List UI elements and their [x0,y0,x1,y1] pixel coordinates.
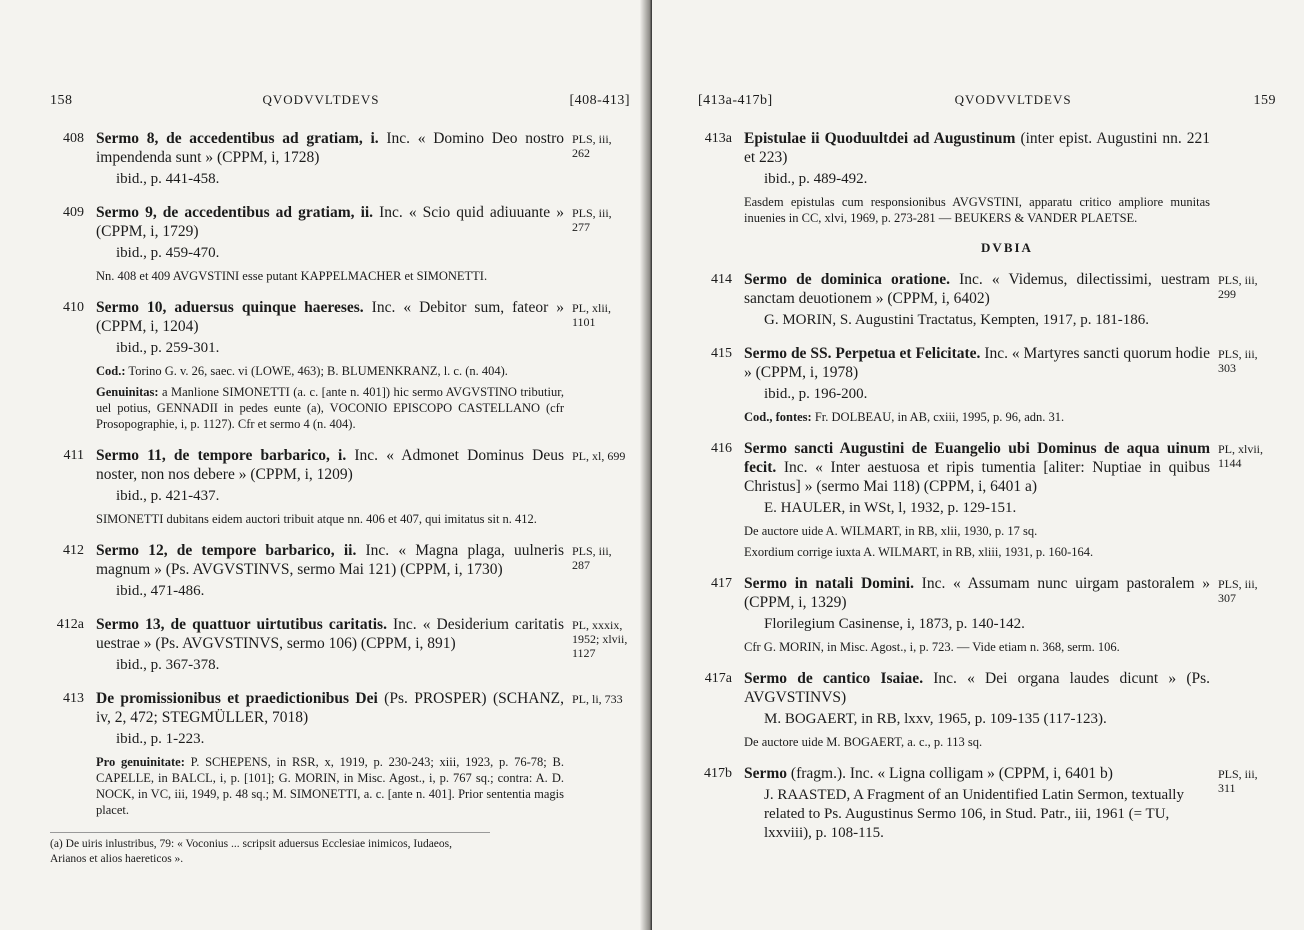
entry-incipit: Inc. « Martyres sancti quorum hodie » (CPPM, i, 1978) [744,345,1210,381]
entry-incipit: Inc. « Magna plaga, uulneris magnum » (Ps. AVGVSTINVS, sermo Mai 121) (CPPM, i, 1730) [96,542,564,578]
entry-incipit: (Ps. PROSPER) (SCHANZ, iv, 2, 472; STEGMÜLLER, 7018) [96,690,564,726]
entry-heading: De promissionibus et praedictionibus Dei [96,690,378,707]
entry-main [96,541,564,579]
entry-body [96,129,564,189]
entry-number: 413 [63,691,84,706]
entry-reference: ibid., 471-486. [116,583,205,599]
entry [698,270,1276,330]
entry [698,129,1276,226]
entry-source: PLS, iii, 262 [572,132,612,160]
entry-body [744,669,1210,750]
entry-source: PL, li, 733 [572,692,623,706]
note-text: Torino G. v. 26, saec. vi (LOWE, 463); B. BLUMENKRANZ, l. c. (n. 404). [125,364,508,378]
entry [698,764,1276,843]
entry-note [744,194,1210,226]
entry-body [744,764,1210,843]
entry-heading: Sermo 11, de tempore barbarico, i. [96,447,347,464]
entry-body [96,689,564,818]
entry-body [744,270,1210,330]
right-running-head [698,92,1276,109]
entry-source: PLS, iii, 299 [1218,273,1258,301]
right-range: [413a-417b] [698,93,773,108]
entry-heading: Sermo sancti Augustini de Euangelio ubi Dominus de aqua uinum fecit. [744,440,1210,476]
entry-reference: ibid., p. 196-200. [764,386,868,402]
note-text: a Manlione SIMONETTI (a. c. [ante n. 401]) hic sermo AVGVSTINO tributiur, uel potius, GENNADII in pedes eunte (a), VOCONIO EPISCOPO CASTELLANO (cfr Prosopographie, i, p. 1127). Cfr et sermo 4 (n. 404). [96,385,564,431]
entry-reference: ibid., p. 1-223. [116,731,205,747]
entry-incipit: Inc. « Desiderium caritatis uestrae » (Ps. AVGVSTINVS, sermo 106) (CPPM, i, 891) [96,616,564,652]
entry-reference: Florilegium Casinense, i, 1873, p. 140-142. [764,616,1025,632]
entry-source: PL, xxxix, 1952; xlvii, 1127 [572,618,628,660]
entry-incipit: Inc. « Admonet Dominus Deus noster, non nos debere » (CPPM, i, 1209) [96,447,564,483]
entry-main [96,203,564,241]
right-header-title: QVODVVLTDEVS [954,92,1072,107]
entry-heading: Sermo 13, de quattuor uirtutibus caritatis. [96,616,387,633]
entry-number: 414 [711,272,732,287]
entry-reference: J. RAASTED, A Fragment of an Unidentified Latin Sermon, textually related to Ps. Augustinus Sermo 106, in Stud. Patr., iii, 1961 (= TU, lxxviii), p. 108-115. [764,787,1184,841]
entry-heading: Sermo 12, de tempore barbarico, ii. [96,542,357,559]
entry-main [96,298,564,336]
note-label: Cod., fontes: [744,410,812,424]
entry [50,446,630,527]
entry-main [744,669,1210,707]
entry-number: 413a [704,131,732,146]
entry [50,615,630,675]
entry-source: PLS, iii, 277 [572,206,612,234]
note-text: P. SCHEPENS, in RSR, x, 1919, p. 230-243; xiii, 1923, p. 76-78; B. CAPELLE, in BALCL, i, p. [101]; G. MORIN, in Misc. Agost., i, p. 767 sq.; contra: A. D. NOCK, in VC, iii, 1949, p. 48 sq.; M. SIMONETTI, a. c. [ante n. 401]. Prior sententia magis placet. [96,755,564,817]
entry-number: 410 [63,300,84,315]
entry-number: 417a [704,671,732,686]
entry-source: PLS, iii, 311 [1218,767,1258,795]
left-footnote: (a) De uiris inlustribus, 79: « Voconius ... scripsit aduersus Ecclesiae inimicos, Iudaeos, Arianos et alios haereticos ». [50,832,490,867]
entry-incipit: (fragm.). Inc. « Ligna colligam » (CPPM, i, 6401 b) [787,765,1113,782]
entry-body [96,541,564,601]
entry-heading: Sermo de cantico Isaiae. [744,670,924,687]
entry [50,203,630,284]
entry-incipit: Inc. « Dei organa laudes dicunt » (Ps. AVGVSTINVS) [744,670,1211,706]
entry-reference: ibid., p. 489-492. [764,171,868,187]
entry-source [1210,129,1276,226]
entry-heading: Sermo de dominica oratione. [744,271,950,288]
note-text: Easdem epistulas cum responsionibus AVGVSTINI, apparatu critico ampliore munitas inuenies in CC, xlvi, 1969, p. 273-281 — BEUKERS & VANDER PLAETSE. [744,195,1210,225]
entry-reference: ibid., p. 367-378. [116,657,220,673]
entry-body [96,615,564,675]
entry-incipit: Inc. « Scio quid adiuuante » (CPPM, i, 1729) [96,204,564,240]
entry-source: PL, xlii, 1101 [572,301,612,329]
entry-main [744,764,1210,783]
entry-main [744,129,1210,167]
entry-body [96,298,564,432]
entry-body [96,203,564,284]
entry-heading: Sermo 9, de accedentibus ad gratiam, ii. [96,204,374,221]
entry-note [744,734,1210,750]
entry-note [744,523,1210,539]
entry-note [744,409,1210,425]
entry-main [744,270,1210,308]
entry-source: PLS, iii, 307 [1218,577,1258,605]
note-label: Pro genuinitate: [96,755,185,769]
entry-incipit: Inc. « Domino Deo nostro impendenda sunt » (CPPM, i, 1728) [96,130,565,166]
entry-number: 409 [63,205,84,220]
entry-main [96,129,564,167]
entry-source: PLS, iii, 303 [1218,347,1258,375]
entry-number: 416 [711,441,732,456]
entry-incipit: Inc. « Videmus, dilectissimi, uestram sanctam deuotionem » (CPPM, i, 6402) [744,271,1210,307]
entry-body [744,574,1210,655]
entry-main [744,439,1210,496]
right-entries-top [698,129,1276,226]
entry-reference: ibid., p. 459-470. [116,245,220,261]
entry-body [96,446,564,527]
left-page-number: 158 [50,93,73,108]
entry-body [744,129,1210,226]
entry [50,541,630,601]
entry-body [744,439,1210,560]
entry-heading: Epistulae ii Quoduultdei ad Augustinum [744,130,1016,147]
entry [50,298,630,432]
entry-number: 411 [63,448,84,463]
left-header-title: QVODVVLTDEVS [262,92,380,107]
entry-body [744,344,1210,425]
entry-main [96,446,564,484]
entry [698,439,1276,560]
note-label: Cod.: [96,364,126,378]
note-text: De auctore uide M. BOGAERT, a. c., p. 113 sq. [744,735,983,749]
entry [698,574,1276,655]
entry-number: 408 [63,131,84,146]
left-page [0,0,648,930]
entry-reference: ibid., p. 259-301. [116,340,220,356]
note-text: Exordium corrige iuxta A. WILMART, in RB, xliii, 1931, p. 160-164. [744,545,1094,559]
entry-number: 412 [63,543,84,558]
entry-heading: Sermo in natali Domini. [744,575,914,592]
entry-source: PLS, iii, 287 [572,544,612,572]
entry-incipit: (inter epist. Augustini nn. 221 et 223) [744,130,1210,166]
note-label: Genuinitas: [96,385,159,399]
entry-incipit: Inc. « Inter aestuosa et ripis tumentia [aliter: Nuptiae in quibus Christus] » (sermo Mai 118) (CPPM, i, 6401 a) [744,459,1210,495]
entry-heading: Sermo 10, aduersus quinque haereses. [96,299,364,316]
entry-number: 412a [56,617,84,632]
entry-reference: E. HAULER, in WSt, l, 1932, p. 129-151. [764,500,1017,516]
entry-main [96,689,564,727]
left-entries [50,129,630,818]
entry-heading: Sermo 8, de accedentibus ad gratiam, i. [96,130,379,147]
entry-reference: ibid., p. 441-458. [116,171,220,187]
entry-source [1210,669,1276,750]
entry-number: 417 [711,576,732,591]
entry-source: PL, xlvii, 1144 [1218,442,1264,470]
entry-reference: G. MORIN, S. Augustini Tractatus, Kempten, 1917, p. 181-186. [764,312,1150,328]
entry-note [96,363,564,379]
entry [698,669,1276,750]
entry-note [744,639,1210,655]
entry-note [96,754,564,818]
entry-reference: M. BOGAERT, in RB, lxxv, 1965, p. 109-135 (117-123). [764,711,1107,727]
note-text: SIMONETTI dubitans eidem auctori tribuit atque nn. 406 et 407, qui imitatus sit n. 412. [96,512,537,526]
entry-note [96,384,564,432]
entry-main [744,344,1210,382]
entry-heading: Sermo [744,765,788,782]
entry [50,129,630,189]
entry-note [96,511,564,527]
entry-number: 417b [704,766,732,781]
left-running-head [50,92,630,109]
entry-incipit: Inc. « Debitor sum, fateor » (CPPM, i, 1204) [96,299,565,335]
right-page-number: 159 [1253,93,1276,108]
note-text: Fr. DOLBEAU, in AB, cxiii, 1995, p. 96, adn. 31. [811,410,1065,424]
entry-note [96,268,564,284]
entry-reference: ibid., p. 421-437. [116,488,220,504]
entry-number: 415 [711,346,732,361]
entry-main [744,574,1210,612]
note-text: De auctore uide A. WILMART, in RB, xlii, 1930, p. 17 sq. [744,524,1038,538]
right-page [652,0,1304,930]
entry-heading: Sermo de SS. Perpetua et Felicitate. [744,345,981,362]
section-title: DVBIA [981,240,1033,255]
entry [50,689,630,818]
entry-incipit: Inc. « Assumam nunc uirgam pastoralem » (CPPM, i, 1329) [744,575,1211,611]
entry-source: PL, xl, 699 [572,449,626,463]
left-range: [408-413] [569,93,630,108]
entry-main [96,615,564,653]
entry [698,344,1276,425]
note-text: Cfr G. MORIN, in Misc. Agost., i, p. 723. — Vide etiam n. 368, serm. 106. [744,640,1120,654]
right-entries [698,270,1276,843]
note-text: Nn. 408 et 409 AVGVSTINI esse putant KAPPELMACHER et SIMONETTI. [96,269,488,283]
entry-note [744,544,1210,560]
